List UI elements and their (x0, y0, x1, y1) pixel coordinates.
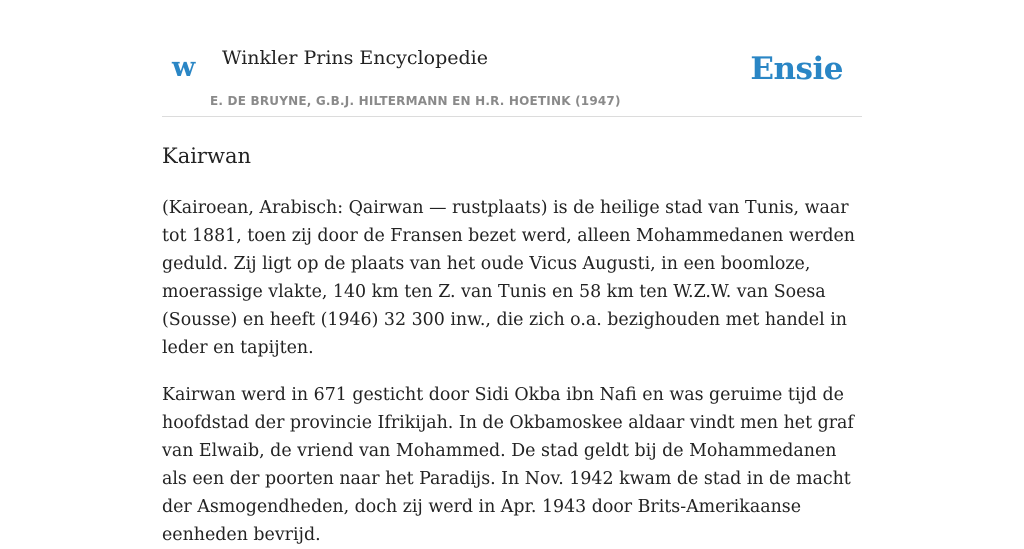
publication-title[interactable]: Winkler Prins Encyclopedie (222, 47, 488, 69)
ensie-brand-logo[interactable]: Ensie (750, 51, 843, 87)
encyclopedia-logo[interactable]: w (172, 52, 196, 83)
publication-authors: E. DE BRUYNE, G.B.J. HILTERMANN EN H.R. HOETINK (1947) (210, 94, 621, 108)
article-title: Kairwan (162, 144, 251, 168)
header (162, 0, 862, 117)
page (162, 0, 862, 549)
article-paragraph: Kairwan werd in 671 gesticht door Sidi Okba ibn Nafi en was geruime tijd de hoofdstad der provincie Ifrikijah. In de Okbamoskee aldaar vindt men het graf van Elwaib, de vriend van Mohammed. De stad geldt bij de Mohammedanen als een der poorten naar het Paradijs. In Nov. 1942 kwam de stad in de macht der Asmogendheden, doch zij werd in Apr. 1943 door Brits-Amerikaanse eenheden bevrijd. (162, 385, 854, 545)
article-paragraph: (Kairoean, Arabisch: Qairwan — rustplaats) is de heilige stad van Tunis, waar tot 1881, toen zij door de Fransen bezet werd, alleen Mohammedanen werden geduld. Zij ligt op de plaats van het oude Vicus Augusti, in een boomloze, moerassige vlakte, 140 km ten Z. van Tunis en 58 km ten W.Z.W. van Soesa (Sousse) en heeft (1946) 32 300 inw., die zich o.a. bezighouden met handel in leder en tapijten. (162, 198, 856, 358)
